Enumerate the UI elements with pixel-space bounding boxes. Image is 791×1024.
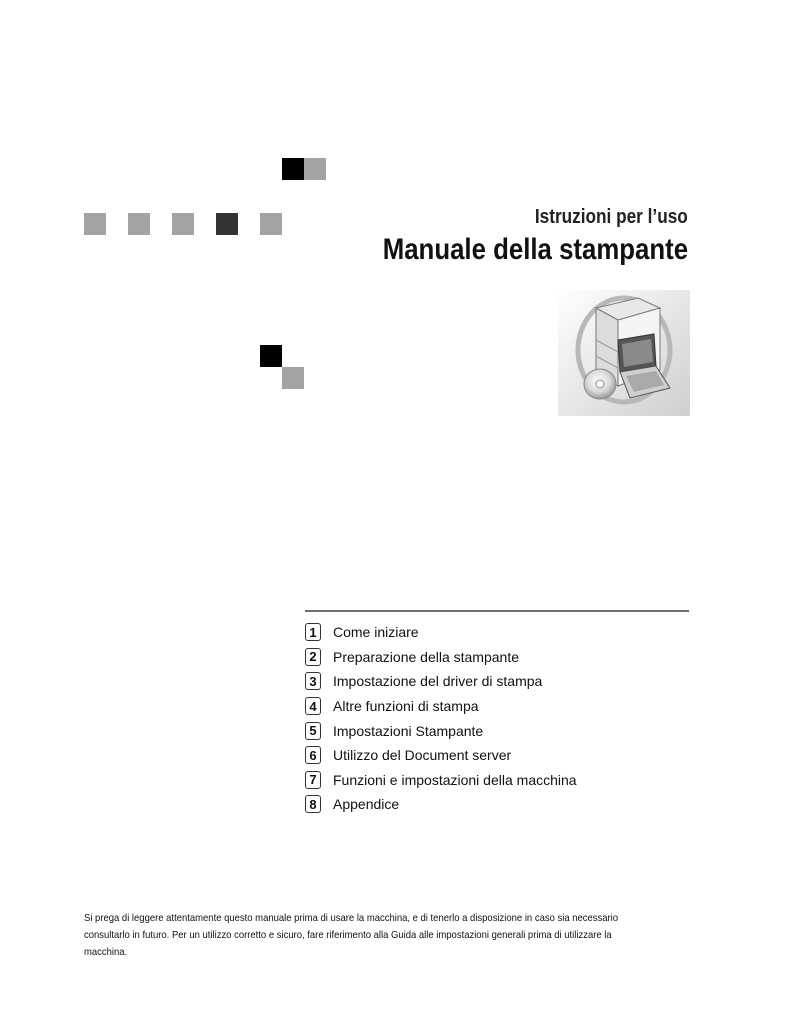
table-of-contents xyxy=(305,620,577,817)
chapter-title: Impostazione del driver di stampa xyxy=(333,673,543,690)
toc-item-3[interactable] xyxy=(305,669,577,694)
chapter-number-badge: 8 xyxy=(305,795,321,813)
chapter-title: Altre funzioni di stampa xyxy=(333,698,479,715)
chapter-number-badge: 7 xyxy=(305,771,321,789)
toc-item-7[interactable] xyxy=(305,768,577,793)
toc-item-5[interactable] xyxy=(305,718,577,743)
chapter-title: Funzioni e impostazioni della macchina xyxy=(333,771,577,788)
chapter-title: Come iniziare xyxy=(333,624,419,641)
toc-item-2[interactable] xyxy=(305,645,577,670)
chapter-number-badge: 4 xyxy=(305,697,321,715)
decor-square xyxy=(282,367,304,389)
decor-square xyxy=(84,213,106,235)
toc-item-8[interactable] xyxy=(305,792,577,817)
chapter-title: Appendice xyxy=(333,796,400,813)
decor-square xyxy=(282,158,304,180)
decor-square xyxy=(260,213,282,235)
chapter-number-badge: 5 xyxy=(305,722,321,740)
decor-square xyxy=(304,158,326,180)
decor-square xyxy=(260,345,282,367)
toc-item-1[interactable] xyxy=(305,620,577,645)
printer-computer-cd-icon xyxy=(558,290,690,416)
toc-divider xyxy=(305,610,689,612)
chapter-number-badge: 2 xyxy=(305,648,321,666)
chapter-number-badge: 1 xyxy=(305,623,321,641)
chapter-title: Preparazione della stampante xyxy=(333,648,520,665)
decor-square xyxy=(216,213,238,235)
chapter-number-badge: 6 xyxy=(305,746,321,764)
toc-item-4[interactable] xyxy=(305,694,577,719)
chapter-title: Impostazioni Stampante xyxy=(333,722,484,739)
footer-note: Si prega di leggere attentamente questo manuale prima di usare la macchina, e di tenerlo a disposizione in caso sia necessario consultarlo in futuro. Per un utilizzo corretto e sicuro, fare riferimento alla Guida alle impostazioni generali prima di utilizzare la macchina. xyxy=(84,913,619,958)
chapter-number-badge: 3 xyxy=(305,672,321,690)
chapter-title: Utilizzo del Document server xyxy=(333,747,512,764)
decor-square xyxy=(128,213,150,235)
decor-square xyxy=(172,213,194,235)
manual-title: Manuale della stampante xyxy=(382,233,688,266)
manual-subtitle: Istruzioni per l’uso xyxy=(535,206,688,228)
toc-item-6[interactable] xyxy=(305,743,577,768)
